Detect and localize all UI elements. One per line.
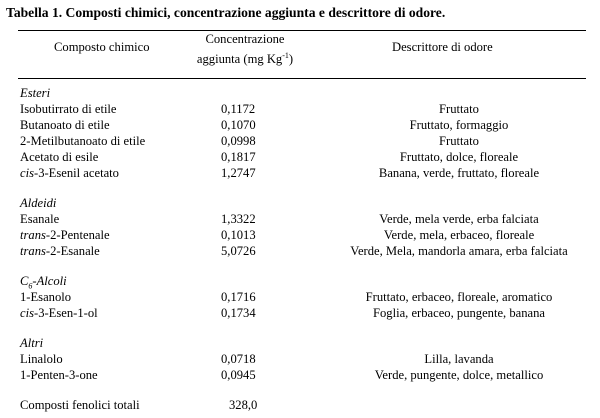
compound-cell [20,243,100,259]
concentration-cell: 0,0945 [221,368,256,382]
descriptor-cell: Verde, mela verde, erba falciata [379,212,539,226]
compound-name: -2-Esanale [45,244,100,258]
compound-cell: Acetato di esile [20,150,99,164]
descriptor-cell: Foglia, erbaceo, pungente, banana [372,306,546,320]
descriptor-cell: Verde, pungente, dolce, metallico [374,368,544,382]
header-compound: Composto chimico [54,40,150,54]
header-concentration-text: aggiunta (mg Kg [196,52,283,66]
compound-cell: Isobutirrato di etile [20,102,117,116]
compound-name: -3-Esenil acetato [34,166,119,180]
compound-prefix: trans [20,244,46,258]
total-value: 328,0 [229,398,258,412]
concentration-cell: 0,1172 [221,102,256,116]
compound-name: -3-Esen-1-ol [34,306,98,320]
concentration-cell: 0,0998 [221,134,256,148]
compound-cell: Linalolo [20,352,63,366]
table-top-rule [18,30,586,31]
compound-cell [20,227,110,243]
group-label-rest: -Alcoli [32,274,67,288]
descriptor-cell: Banana, verde, fruttato, floreale [378,166,540,180]
descriptor-cell: Fruttato [439,134,479,148]
compound-cell [20,305,98,321]
concentration-cell: 5,0726 [221,244,256,258]
compound-cell [20,165,119,181]
compound-cell: 1-Esanolo [20,290,72,304]
compound-cell: 1-Penten-3-one [20,368,98,382]
header-concentration-exponent: -1 [282,50,289,60]
descriptor-cell: Lilla, lavanda [424,352,494,366]
header-concentration-close: ) [288,52,294,66]
concentration-cell: 0,1070 [221,118,256,132]
compound-prefix: cis [20,166,34,180]
concentration-cell: 0,1716 [221,290,256,304]
header-concentration-line2 [191,51,299,67]
descriptor-cell: Verde, mela, erbaceo, floreale [383,228,535,242]
compound-cell: Esanale [20,212,60,226]
concentration-cell: 0,1013 [221,228,256,242]
header-concentration-line1: Concentrazione [205,32,285,46]
concentration-cell: 1,3322 [221,212,256,226]
group-label-altri: Altri [20,336,44,350]
concentration-cell: 0,1734 [221,306,256,320]
total-label: Composti fenolici totali [20,398,140,412]
compound-prefix: cis [20,306,34,320]
descriptor-cell: Verde, Mela, mandorla amara, erba falciata [350,244,568,258]
compound-cell: Butanoato di etile [20,118,110,132]
descriptor-cell: Fruttato [439,102,479,116]
concentration-cell: 0,1817 [221,150,256,164]
descriptor-cell: Fruttato, erbaceo, floreale, aromatico [365,290,553,304]
concentration-cell: 1,2747 [221,166,256,180]
descriptor-cell: Fruttato, formaggio [409,118,509,132]
table-header-rule [18,78,586,79]
compound-name: -2-Pentenale [45,228,110,242]
group-label-subscript: 6 [28,281,33,291]
compound-prefix: trans [20,228,46,242]
descriptor-cell: Fruttato, dolce, floreale [399,150,519,164]
header-descriptor: Descrittore di odore [392,40,493,54]
group-label-aldeidi: Aldeidi [20,196,57,210]
group-label-prefix: C [20,274,29,288]
compound-cell: 2-Metilbutanoato di etile [20,134,146,148]
concentration-cell: 0,0718 [221,352,256,366]
table-title: Tabella 1. Composti chimici, concentrazione aggiunta e descrittore di odore. [6,5,446,20]
group-label-esteri: Esteri [20,86,51,100]
